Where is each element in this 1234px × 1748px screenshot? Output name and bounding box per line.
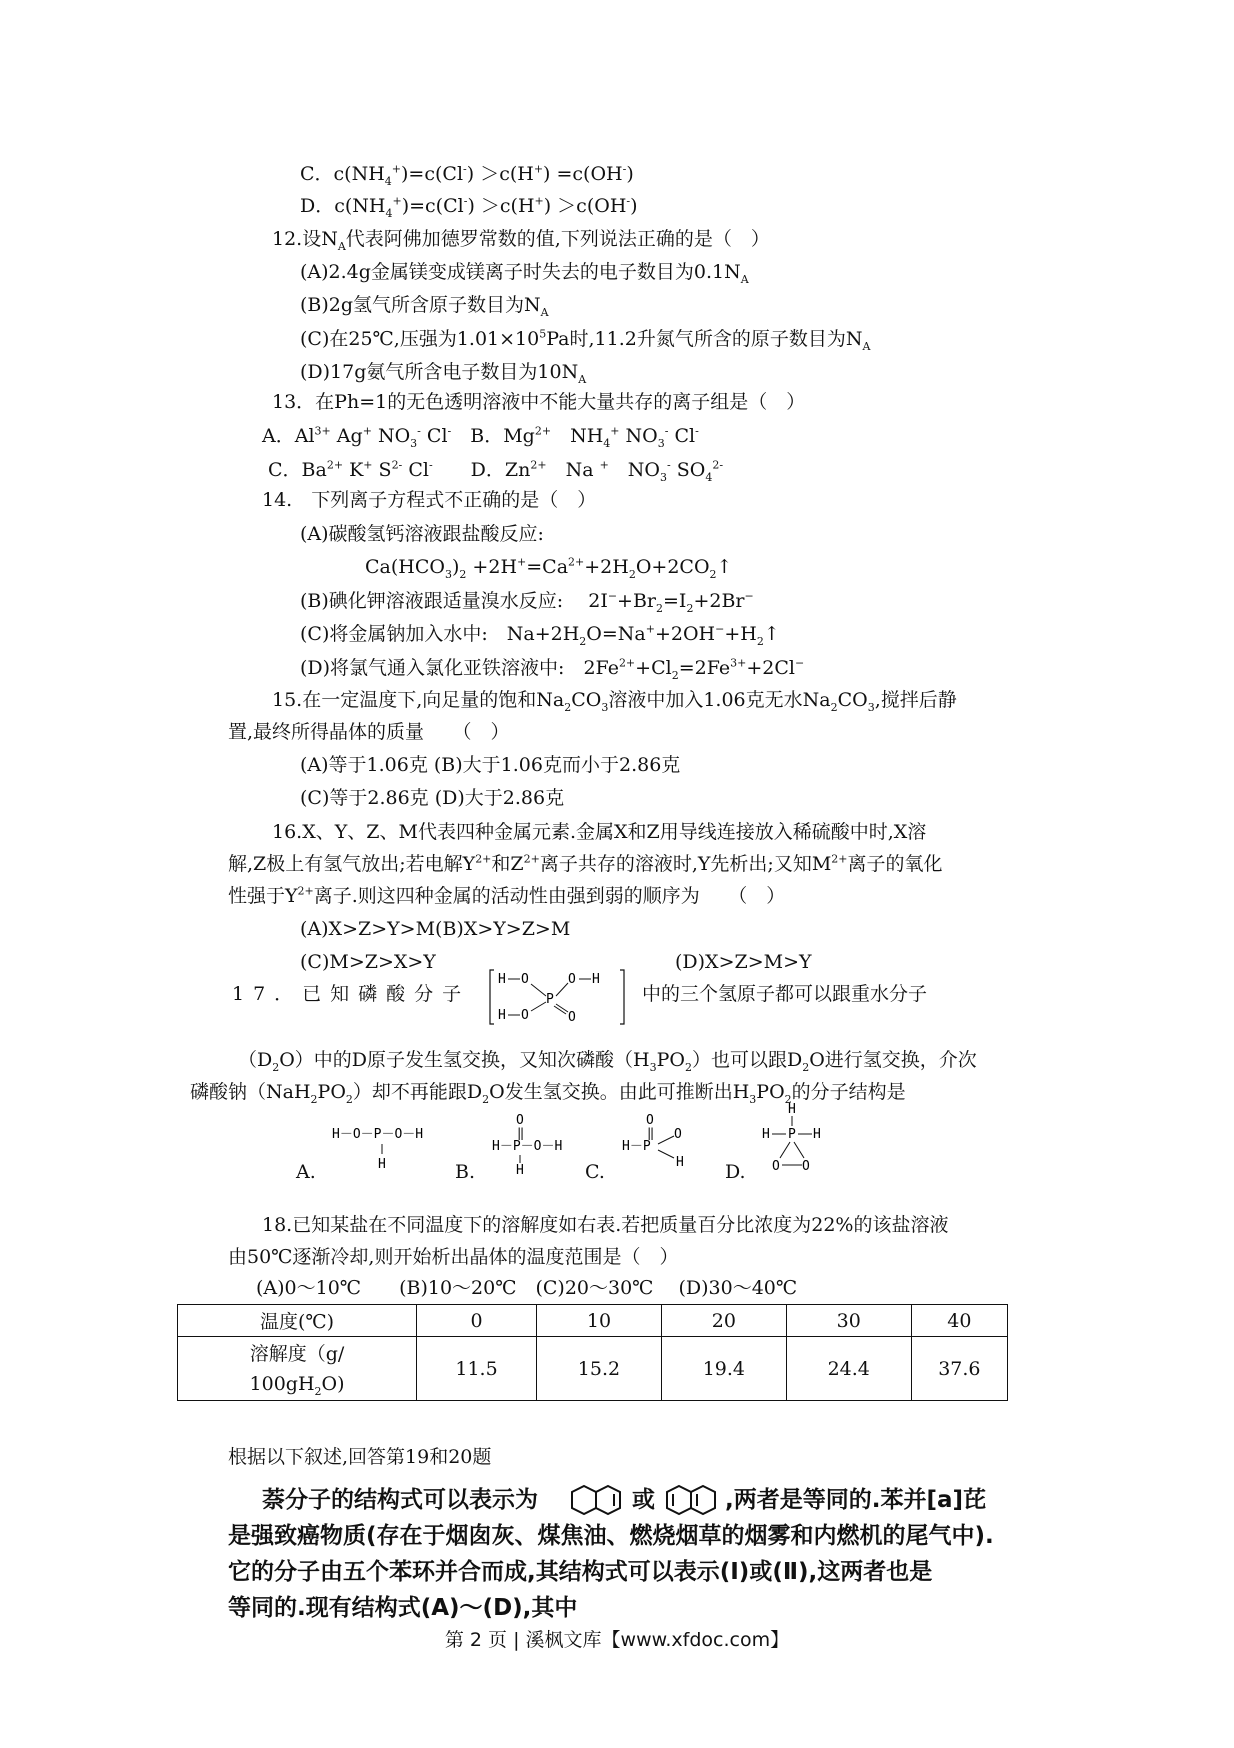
atom-p: P bbox=[546, 992, 554, 1007]
table-cell-solubility: 11.5 bbox=[417, 1337, 537, 1401]
chain-a: H－O－P－O－H bbox=[332, 1127, 424, 1142]
naphthalene-structure-2 bbox=[665, 1484, 721, 1516]
q13-options-ab: A．$Al^{3+}$ Ag+ $NO_3^-$ Cl- B．$Mg^{2+}$ $NH_4^+$ $NO_3^-$ Cl- bbox=[262, 424, 699, 450]
passage-line3: 它的分子由五个苯环并合而成,其结构式可以表示(Ⅰ)或(Ⅱ),这两者也是 bbox=[228, 1559, 933, 1585]
q19-20-intro: 根据以下叙述,回答第19和20题 bbox=[228, 1446, 492, 1468]
table-cell-temp: 30 bbox=[786, 1305, 911, 1337]
passage-line1-a: 萘分子的结构式可以表示为 bbox=[262, 1487, 538, 1513]
solubility-table bbox=[177, 1304, 1008, 1401]
q15-options-ab: (A)等于1.06克 (B)大于1.06克而小于2.86克 bbox=[300, 754, 681, 776]
atom-o-left: O bbox=[772, 1159, 780, 1174]
q17-option-c-label: C. bbox=[585, 1161, 605, 1183]
q17-option-b-label: B. bbox=[455, 1161, 476, 1183]
atom-h-top: H bbox=[788, 1102, 796, 1117]
table-cell-solubility: 19.4 bbox=[661, 1337, 786, 1401]
table-cell-solubility: 15.2 bbox=[537, 1337, 662, 1401]
q15-options-cd: (C)等于2.86克 (D)大于2.86克 bbox=[300, 787, 565, 809]
q12-option-a: (A)2.4g金属镁变成镁离子时失去的电子数目为$0.1N_A$ bbox=[300, 261, 749, 286]
chain-c: H－P bbox=[622, 1139, 651, 1154]
q17-stem-line3: 磷酸钠$(NaH_2PO_2)$却不再能跟$D_2O$发生氢交换。由此可推断出$H_3PO_2$的分子结构是 bbox=[190, 1081, 906, 1106]
table-row-solubility bbox=[178, 1337, 1008, 1401]
atom-o-top: O bbox=[646, 1113, 654, 1128]
atom-h3: H bbox=[498, 1008, 506, 1023]
q17-option-b-structure bbox=[490, 1110, 600, 1176]
atom-h1: H bbox=[498, 972, 506, 987]
atom-h-bottom: H bbox=[516, 1163, 524, 1176]
table-cell-solubility: 24.4 bbox=[786, 1337, 911, 1401]
atom-o4: O bbox=[568, 1010, 576, 1025]
bracket-right bbox=[620, 970, 624, 1024]
q15-stem-line1: 15.在一定温度下,向足量的饱和$Na_2CO_3$溶液中加入1.06克无水$Na_2CO_3$,搅拌后静 bbox=[272, 689, 957, 714]
double-bond: ‖ bbox=[517, 1126, 525, 1140]
q15-stem-line2: 置,最终所得晶体的质量 （ ） bbox=[228, 721, 510, 743]
q16-stem-line2: 解,Z极上有氢气放出;若电解$Y^{2+}$和$Z^{2+}$离子共存的溶液时,Y先析出;又知$M^{2+}$离子的氧化 bbox=[228, 852, 943, 875]
atom-o-top: O bbox=[516, 1113, 524, 1128]
passage-line4: 等同的.现有结构式(A)～(D),其中 bbox=[228, 1595, 578, 1621]
q14-option-d: (D)将氯气通入氯化亚铁溶液中: $2Fe^{2+}+Cl_2=2Fe^{3+}+2Cl^-$ bbox=[300, 656, 805, 682]
q17-option-a-structure bbox=[330, 1122, 460, 1172]
table-cell-temp: 0 bbox=[417, 1305, 537, 1337]
passage-line2: 是强致癌物质(存在于烟囱灰、煤焦油、燃烧烟草的烟雾和内燃机的尾气中). bbox=[228, 1523, 994, 1549]
q17-option-d-structure bbox=[760, 1100, 860, 1176]
atom-o2: O bbox=[568, 972, 576, 987]
q17-stem-line1-b: 中的三个氢原子都可以跟重水分子 bbox=[642, 983, 928, 1005]
table-cell-temp: 20 bbox=[661, 1305, 786, 1337]
table-cell-temp: 10 bbox=[537, 1305, 662, 1337]
q14-option-a: (A)碳酸氢钙溶液跟盐酸反应: bbox=[300, 523, 544, 545]
atom-h2: H bbox=[592, 972, 600, 987]
q16-option-d: (D)X>Z>M>Y bbox=[675, 951, 812, 973]
table-header-label: 温度(℃) bbox=[178, 1305, 417, 1337]
q17-stem-line2: $(D_2O)$中的D原子发生氢交换，又知次磷酸$(H_3PO_2)$也可以跟$D_2O$进行氢交换，介次 bbox=[238, 1049, 977, 1074]
q11-option-c: C．$c(NH_4^+)=c(Cl^-) >c(H^+) =c(OH^-)$ bbox=[300, 162, 634, 188]
q17-stem-line1-a: 17．已知磷酸分子 bbox=[232, 983, 471, 1005]
atom-o-right: O bbox=[674, 1127, 682, 1142]
chain-b: H－P－O－H bbox=[492, 1139, 563, 1154]
q14-option-a-equation: $Ca(HCO_3)_2$ $+2H^+=Ca^{2+}+2H_2O+2CO_2↑$ bbox=[365, 555, 733, 581]
q14-option-b: (B)碘化钾溶液跟适量溴水反应: $2I^-+Br_2=I_2+2Br^-$ bbox=[300, 589, 754, 615]
atom-o3: O bbox=[521, 1008, 529, 1023]
q17-option-a-label: A. bbox=[296, 1161, 316, 1183]
atom-h-left: H bbox=[762, 1127, 770, 1142]
q17-option-c-structure bbox=[620, 1110, 730, 1176]
atom-p: P bbox=[788, 1127, 796, 1142]
q12-option-c: (C)在25℃,压强为$1.01\times 10^5Pa$时,11.2升氮气所含的原子数目为$N_A$ bbox=[300, 327, 871, 353]
bracket-left bbox=[490, 970, 494, 1024]
naphthalene-structure-1 bbox=[570, 1484, 626, 1516]
table-cell-solubility: 37.6 bbox=[911, 1337, 1007, 1401]
table-row-label: 溶解度（g/ $100gH_2O$) bbox=[178, 1337, 417, 1401]
phosphoric-acid-structure bbox=[488, 966, 626, 1028]
q17-option-d-label: D. bbox=[725, 1161, 746, 1183]
atom-o-right: O bbox=[802, 1159, 810, 1174]
q18-options: (A)0～10℃ (B)10～20℃ (C)20～30℃ (D)30～40℃ bbox=[256, 1277, 798, 1299]
atom-o1: O bbox=[521, 972, 529, 987]
q12-option-b: (B)2g氢气所含原子数目为$N_A$ bbox=[300, 294, 549, 319]
atom-h-bottom: H bbox=[378, 1157, 386, 1172]
table-cell-temp: 40 bbox=[911, 1305, 1007, 1337]
q14-stem: 14. 下列离子方程式不正确的是（ ） bbox=[262, 489, 597, 511]
table-row-temperature bbox=[178, 1305, 1008, 1337]
q11-option-d: D．$c(NH_4^+)=c(Cl^-) >c(H^+) >c(OH^-)$ bbox=[300, 194, 638, 220]
passage-line1-c: ,两者是等同的.苯并[a]芘 bbox=[725, 1487, 987, 1513]
q16-stem-line1: 16.X、Y、Z、M代表四种金属元素.金属X和Z用导线连接放入稀硫酸中时,X溶 bbox=[272, 821, 927, 843]
atom-h-right: H bbox=[676, 1155, 684, 1170]
atom-h-right: H bbox=[813, 1127, 821, 1142]
q16-stem-line3: 性强于$Y^{2+}$离子.则这四种金属的活动性由强到弱的顺序为 （ ） bbox=[228, 884, 786, 907]
q13-options-cd: C．$Ba^{2+}$ K+ $S^{2-}$ Cl- D．$Zn^{2+}$ Na + $NO_3^-$ $SO_4^{2-}$ bbox=[268, 458, 724, 484]
q18-stem-line2: 由50℃逐渐冷却,则开始析出晶体的温度范围是（ ） bbox=[228, 1246, 679, 1268]
q16-options-ab: (A)X>Z>Y>M(B)X>Y>Z>M bbox=[300, 918, 571, 940]
passage-line1-b: 或 bbox=[632, 1487, 655, 1513]
double-bond: ‖ bbox=[647, 1126, 655, 1140]
q13-stem: 13．在Ph=1的无色透明溶液中不能大量共存的离子组是（ ） bbox=[272, 391, 806, 413]
q12-stem: 12.设$N_A$代表阿佛加德罗常数的值,下列说法正确的是（ ） bbox=[272, 228, 770, 253]
q14-option-c: (C)将金属钠加入水中: $Na+2H_2O=Na^++2OH^-+H_2↑$ bbox=[300, 622, 780, 648]
q18-stem-line1: 18.已知某盐在不同温度下的溶解度如右表.若把质量百分比浓度为22%的该盐溶液 bbox=[262, 1214, 949, 1236]
page-footer: 第 2 页 | 溪枫文库【www.xfdoc.com】 bbox=[444, 1629, 790, 1651]
q12-option-d: (D)17g氨气所含电子数目为$10N_A$ bbox=[300, 361, 587, 386]
q16-option-c: (C)M>Z>X>Y bbox=[300, 951, 436, 973]
